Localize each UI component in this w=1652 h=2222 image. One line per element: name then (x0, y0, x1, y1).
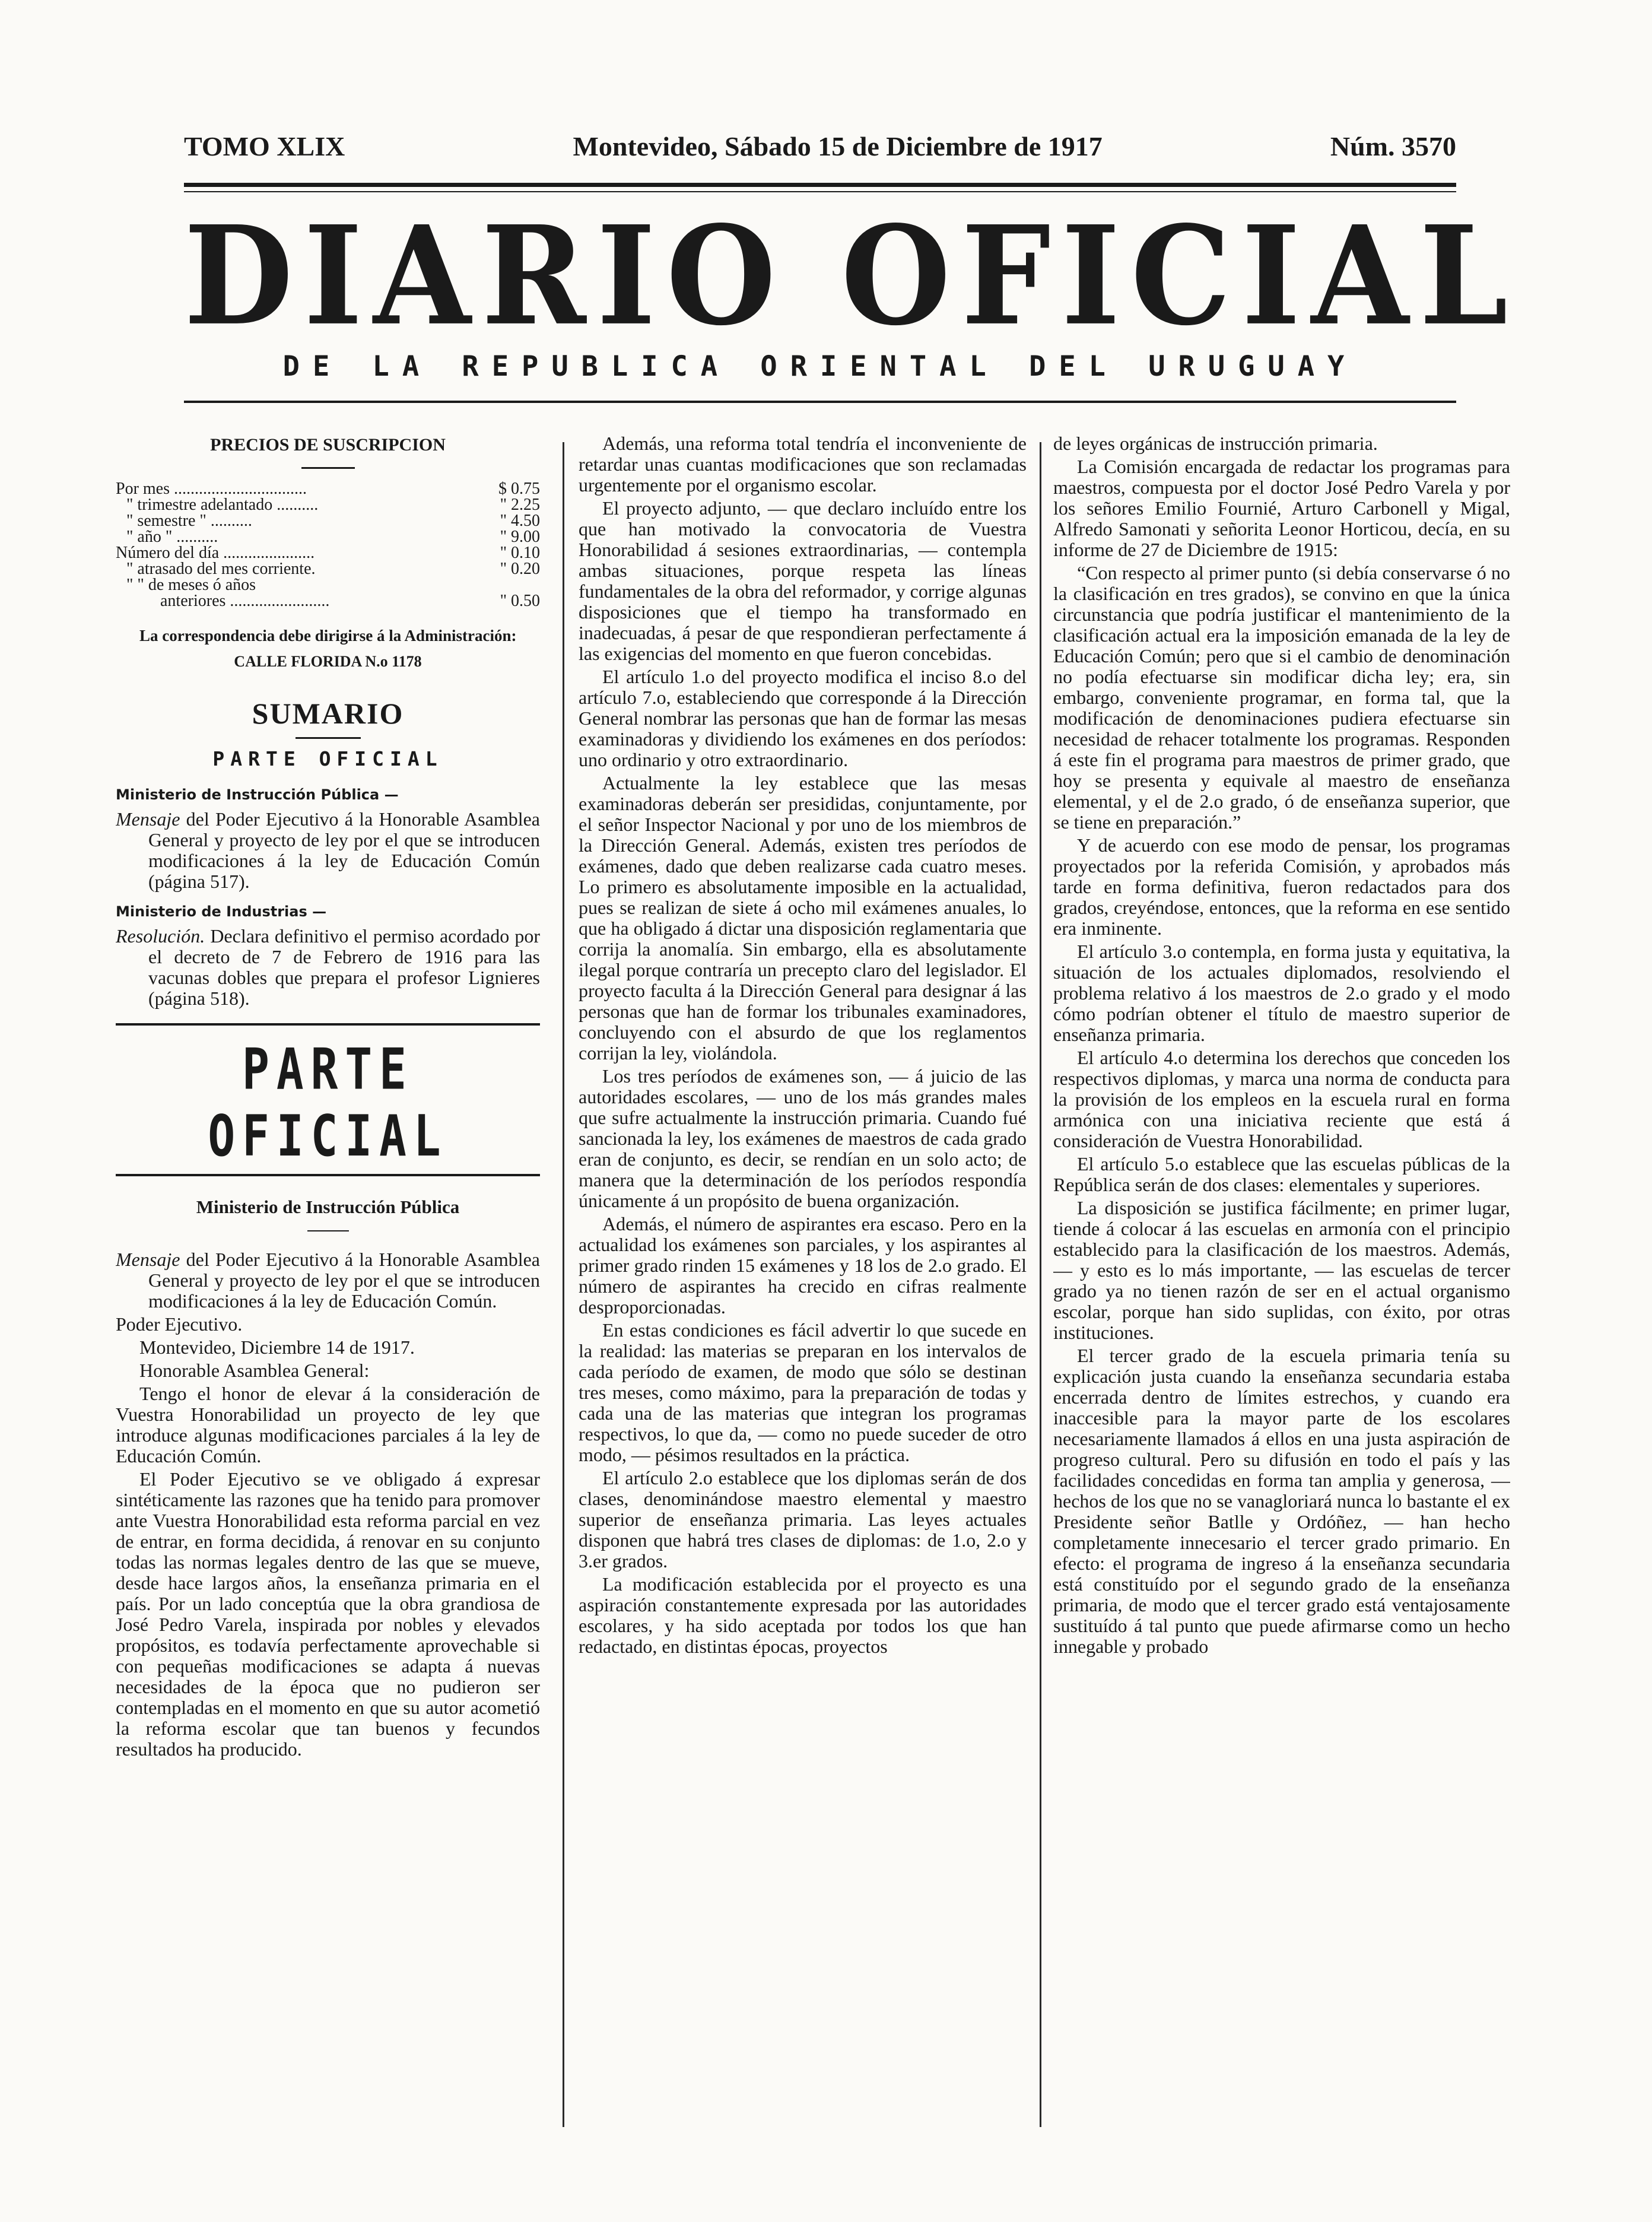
price-row: anteriores ........................ " 0.50 (160, 592, 540, 610)
precios-rule (301, 467, 355, 469)
paragraph: El artículo 4.o determina los derechos que conceden los respectivos diplomas, y marca una norma de conducta para la provisión de los empleos en la escuela rural en forma armónica con una iniciativa reciente que está á consideración de Vuestra Honorabilidad. (1053, 1047, 1510, 1151)
paragraph: Además, el número de aspirantes era escaso. Pero en la actualidad los exámenes son parciales, y los aspirantes al primer grado rinden 15 exámenes y 18 los de 2.o grado. El número de aspirantes ha crecido en cifras realmente desproporcionadas. (579, 1213, 1027, 1318)
price-row: " atrasado del mes corriente. " 0.20 (126, 560, 540, 578)
price-row: " " de meses ó años (126, 577, 256, 593)
paragraph: El artículo 2.o establece que los diplomas serán de dos clases, denominándose maestro elemental y maestro superior de enseñanza primaria. Las leyes actuales disponen que habrá tres clases de diplomas: de 1.o, 2.o y 3.er grados. (579, 1467, 1027, 1572)
paragraph: El Poder Ejecutivo se ve obligado á expresar sintéticamente las razones que ha tenido para promover ante Vuestra Honorabilidad esta reforma parcial en vez de entrar, en forma decidida, á renovar en su conjunto todas las normas legales dentro de las que se mueve, desde hace largos años, la enseñanza primaria en el país. Por un lado conceptúa que la obra grandiosa de José Pedro Varela, inspirada por nobles y elevados propósitos, es todavía perfectamente aprovechable si con pequeñas modificaciones se adapta á nuevas necesidades de la época que no pudieron ser contempladas en el momento en que su autor acometió la reforma escolar que tan buenos y fecundos resultados ha producido. (116, 1468, 540, 1760)
precios-title: PRECIOS DE SUSCRIPCION (210, 435, 446, 455)
paragraph: El artículo 3.o contempla, en forma justa y equitativa, la situación de los actuales diplomados, resolviendo el problema relativo á los maestros de 2.o grado y el modo cómo podrían obtener el título de maestro superior de enseñanza primaria. (1053, 941, 1510, 1045)
paragraph: Actualmente la ley establece que las mesas examinadoras deberán ser presididas, conjuntamente, por el señor Inspector Nacional y por uno de los miembros de la Dirección General. Además, existen tres períodos de exámenes, dado que deben realizarse cada cuatro meses. Lo primero es absolutamente imposible en la actualidad, pues se realizan de siete á ocho mil exámenes anuales, lo que ha obligado á dictar una disposición reglamentaria que corrija la anomalía. Sin embargo, ella es absolutamente ilegal porque contraría un precepto claro del legislador. El proyecto faculta á la Dirección General para designar á las personas que han de formar los tribunales examinadores, concluyendo con el absurdo de que los reglamentos corrijan la ley, violándola. (579, 772, 1027, 1064)
paragraph: Además, una reforma total tendría el inconveniente de retardar unas cuantas modificaciones que son reclamadas urgentemente por el organismo escolar. (579, 433, 1027, 496)
column-divider-1 (563, 442, 564, 2127)
mensaje-entry: Mensaje del Poder Ejecutivo á la Honorable Asamblea General y proyecto de ley por el que se introducen modificaciones á la ley de Educación Común. (116, 1249, 540, 1312)
price-row: Número del día ...................... " 0.10 (116, 544, 540, 562)
paragraph: La disposición se justifica fácilmente; en primer lugar, tiende á colocar á las escuelas en armonía con el principio establecido para la clasificación de los maestros. Además, — y esto es lo más importante, — las escuelas de tercer grado ya no tienen razón de ser en el actual organismo escolar, porque han sido suplidas, con éxito, por otras instituciones. (1053, 1197, 1510, 1343)
paragraph: El artículo 5.o establece que las escuelas públicas de la República serán de dos clases: elementales y superiores. (1053, 1153, 1510, 1195)
sumario-resolucion-entry: Resolución. Declara definitivo el permiso acordado por el decreto de 7 de Febrero de 1916 para las vacunas dobles que prepara el profesor Lignieres (página 518). (116, 925, 540, 1009)
sumario-title: SUMARIO (252, 697, 404, 730)
price-row: " trimestre adelantado .......... " 2.25 (126, 496, 540, 514)
paragraph: En estas condiciones es fácil advertir lo que sucede en la realidad: las materias se preparan en los intervalos de cada período de examen, de modo que sólo se destinan tres meses, como máximo, para la preparación de todas y cada una de las materias que integran los programas respectivos, lo que da, — como no puede suceder de otro modo, — pésimos resultados en la práctica. (579, 1319, 1027, 1465)
masthead-rule (184, 401, 1456, 403)
paragraph: El artículo 1.o del proyecto modifica el inciso 8.o del artículo 7.o, estableciendo que corresponde á la Dirección General nombrar las personas que han de formar las mesas examinadoras y dividiendo los exámenes en dos períodos: uno ordinario y otro extraordinario. (579, 666, 1027, 770)
date-line: Montevideo, Sábado 15 de Diciembre de 1917 (573, 131, 1103, 161)
parte-oficial-rule-top (116, 1023, 540, 1026)
tomo-label: TOMO XLIX (184, 131, 345, 161)
masthead-title: DIARIO OFICIAL (184, 196, 1519, 355)
column-middle (579, 433, 1027, 2133)
paragraph: La modificación establecida por el proyecto es una aspiración constantemente expresada por las autoridades escolares, y ha sido aceptada por todos los que han redactado, en distintas épocas, proyectos (579, 1573, 1027, 1657)
parte-oficial-heading: PARTE OFICIAL (208, 1036, 448, 1169)
ministerio-rule (307, 1230, 349, 1231)
paragraph: “Con respecto al primer punto (si debía conservarse ó no la clasificación en tres grados), se convino en que la única circunstancia que podría justificar el mantenimiento de la clasificación actual era la imposición emanada de la ley de Educación Común; pero que si el cambio de denominación no podía efectuarse sin modificar dicha ley; era, sin embargo, conveniente programar, en forma tal, que la modificación de denominaciones pudiera efectuarse sin necesidad de rehacer totalmente los programas. Responden á este fin el programa para maestros de primer grado, que hoy se presenta y equivale al maestro de enseñanza elemental, y el de 2.o grado, ó de enseñanza superior, que se tiene en preparación.” (1053, 562, 1510, 833)
letter-salutation: Honorable Asamblea General: (139, 1360, 370, 1381)
header-line (184, 131, 1456, 162)
paragraph: La Comisión encargada de redactar los programas para maestros, compuesta por el doctor José Pedro Varela y por los señores Emilio Fournié, Arturo Carbonell y Migal, Alfredo Samonati y señorita Leonor Horticou, decía, en su informe de 27 de Diciembre de 1915: (1053, 456, 1510, 560)
sumario-rule (296, 737, 361, 739)
sumario-parte-oficial: PARTE OFICIAL (212, 747, 443, 770)
poder-ejecutivo: Poder Ejecutivo. (116, 1313, 243, 1335)
price-row: " año " .......... " 9.00 (126, 528, 540, 546)
masthead-subtitle: DE LA REPUBLICA ORIENTAL DEL URUGUAY (282, 350, 1358, 383)
sumario-ministerio-instruccion: Ministerio de Instrucción Pública — (116, 786, 399, 803)
paragraph: El proyecto adjunto, — que declaro incluído entre los que han motivado la convocatoria de Vuestra Honorabilidad á sesiones extraordinarias, — contempla ambas situaciones, porque respeta las líneas fundamentales de la obra del reformador, y corrige algunas disposiciones que el tiempo ha transformado en inadecuadas, á pesar de que respondieran perfectamente á las exigencias del momento en que fueron concebidas. (579, 497, 1027, 664)
column-left (116, 433, 540, 2133)
price-row: " semestre " .......... " 4.50 (126, 512, 540, 530)
sumario-mensaje-entry: Mensaje del Poder Ejecutivo á la Honorable Asamblea General y proyecto de ley por el que se introducen modificaciones á la ley de Educación Común (página 517). (116, 808, 540, 892)
price-table (116, 481, 540, 609)
column-right (1053, 433, 1510, 2133)
letter-date: Montevideo, Diciembre 14 de 1917. (139, 1337, 415, 1358)
direccion: CALLE FLORIDA N.o 1178 (234, 653, 422, 670)
correspondencia-note: La correspondencia debe dirigirse á la Administración: (139, 627, 517, 645)
paragraph: El tercer grado de la escuela primaria tenía su explicación justa cuando la enseñanza secundaria estaba encerrada dentro de límites estrechos, y cuando era inaccesible para la mayor parte de los escolares necesariamente llamados á ellos en una justa aspiración de progreso cultural. Pero su difusión en todo el país y las facilidades concedidas en forma tan amplia y generosa, — hechos de los que no se vanagloriará nunca lo bastante el ex Presidente señor Batlle y Ordóñez, — han hecho completamente innecesario el tercer grado primario. En efecto: el programa de ingreso á la enseñanza secundaria está constituído por el segundo grado de la enseñanza primaria, de modo que el tercer grado está ventajosamente sustituído á tal punto que puede afirmarse como un hecho innegable y probado (1053, 1345, 1510, 1657)
sumario-ministerio-industrias: Ministerio de Industrias — (116, 903, 327, 920)
paragraph: Y de acuerdo con ese modo de pensar, los programas proyectados por la referida Comisión, y aprobados más tarde en forma definitiva, fueron redactados para dos grados, creyéndose, entonces, que la reforma en ese sentido era inminente. (1053, 834, 1510, 939)
paragraph: Los tres períodos de exámenes son, — á juicio de las autoridades escolares, — uno de los más grandes males que sufre actualmente la instrucción primaria. Cuando fué sancionada la ley, los exámenes de maestros de cada grado eran de conjunto, es decir, se rendían en un solo acto; de manera que la determinación de los períodos respondía únicamente á un propósito de buena organización. (579, 1065, 1027, 1211)
ministerio-heading: Ministerio de Instrucción Pública (196, 1196, 460, 1217)
price-row: Por mes ................................ $ 0.75 (116, 480, 540, 498)
parte-oficial-rule-bottom (116, 1174, 540, 1176)
paragraph: de leyes orgánicas de instrucción primaria. (1053, 433, 1378, 454)
header-rule-thick (184, 183, 1456, 187)
mensaje2-label: Mensaje (116, 1249, 180, 1270)
issue-number: Núm. 3570 (1330, 131, 1456, 161)
header-rule-thin (184, 191, 1456, 192)
paragraph: Tengo el honor de elevar á la consideración de Vuestra Honorabilidad un proyecto de ley que introduce algunas modificaciones parciales á la ley de Educación Común. (116, 1383, 540, 1466)
mensaje-label: Mensaje (116, 808, 180, 830)
resolucion-label: Resolución. (116, 925, 205, 947)
column-divider-2 (1040, 442, 1041, 2127)
